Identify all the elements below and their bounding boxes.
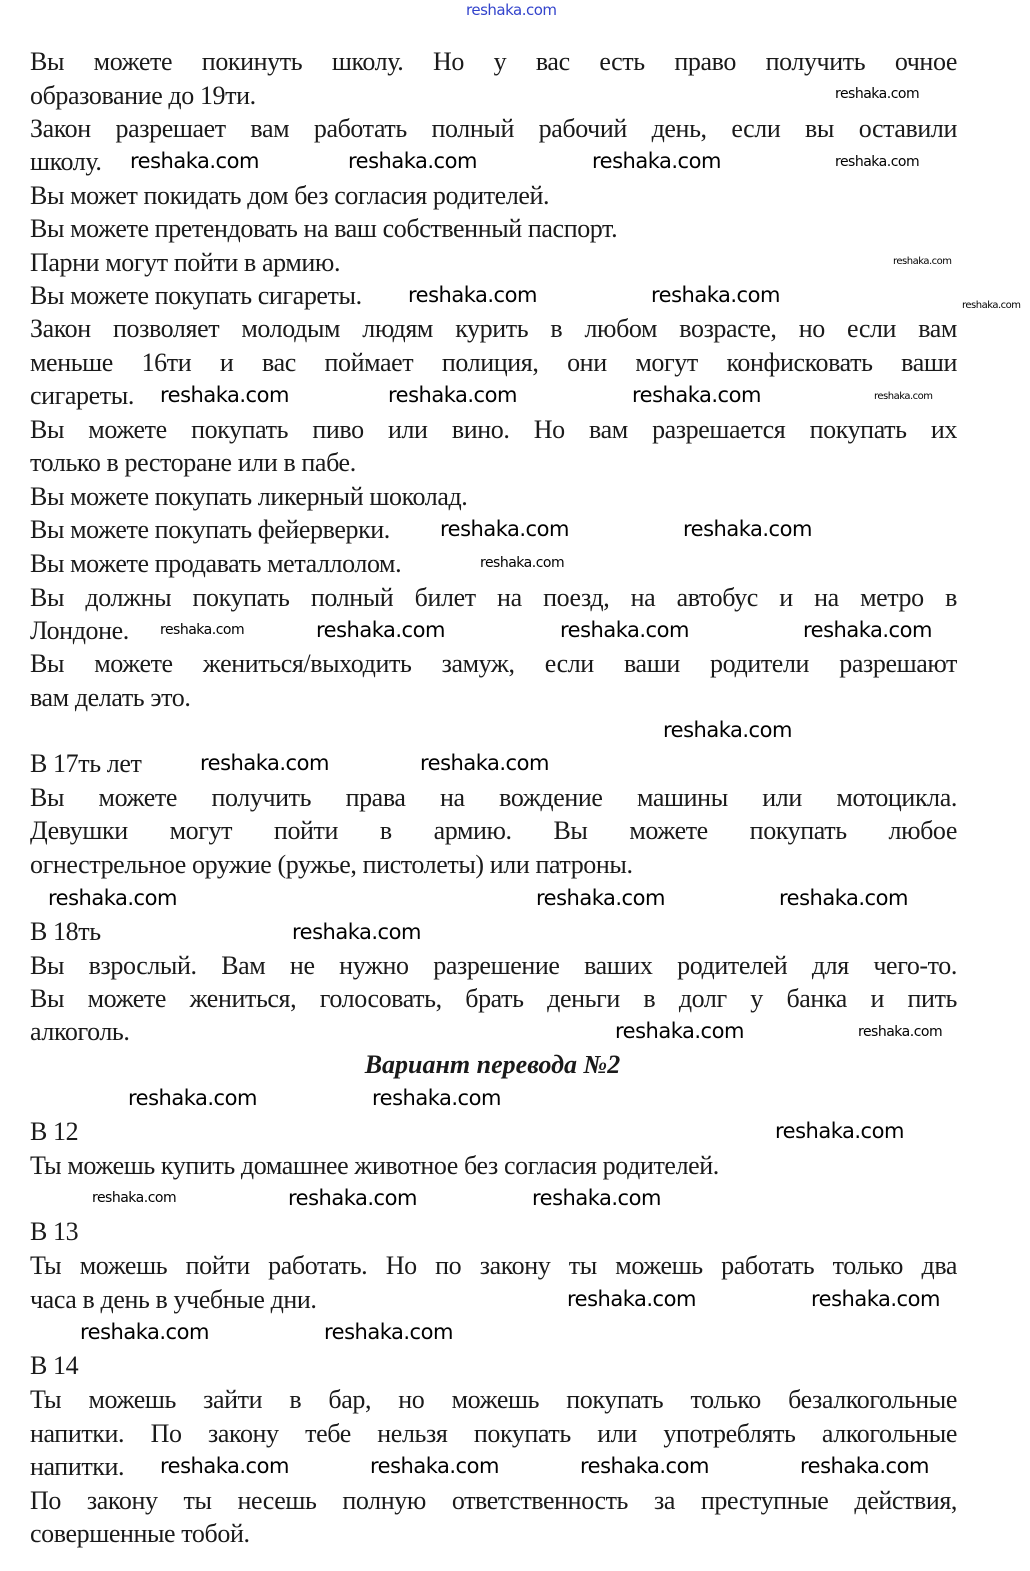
watermark: reshaka.com bbox=[567, 1287, 696, 1311]
watermark: reshaka.com bbox=[48, 886, 177, 910]
text-line: напитки. bbox=[30, 1452, 125, 1481]
text-line: По закону ты несешь полную ответственность за преступные действия, bbox=[30, 1486, 957, 1515]
watermark: reshaka.com bbox=[128, 1086, 257, 1110]
watermark: reshaka.com bbox=[160, 383, 289, 407]
watermark: reshaka.com bbox=[893, 256, 952, 267]
text-line: только в ресторане или в пабе. bbox=[30, 448, 356, 477]
watermark: reshaka.com bbox=[615, 1019, 744, 1043]
text-line: Закон разрешает вам работать полный рабочий день, если вы оставили bbox=[30, 114, 957, 143]
text-line: вам делать это. bbox=[30, 683, 191, 712]
watermark: reshaka.com bbox=[779, 886, 908, 910]
text-line: Вы можете покинуть школу. Но у вас есть право получить очное bbox=[30, 47, 957, 76]
watermark: reshaka.com bbox=[536, 886, 665, 910]
watermark: reshaka.com bbox=[592, 149, 721, 173]
text-line: Ты можешь зайти в бар, но можешь покупать только безалкогольные bbox=[30, 1385, 957, 1414]
watermark: reshaka.com bbox=[580, 1454, 709, 1478]
watermark[interactable]: reshaka.com bbox=[466, 1, 557, 19]
watermark: reshaka.com bbox=[370, 1454, 499, 1478]
text-line: Девушки могут пойти в армию. Вы можете покупать любое bbox=[30, 816, 957, 845]
watermark: reshaka.com bbox=[288, 1186, 417, 1210]
text-line: напитки. По закону тебе нельзя покупать или употреблять алкогольные bbox=[30, 1419, 957, 1448]
watermark: reshaka.com bbox=[292, 920, 421, 944]
text-line: Лондоне. bbox=[30, 616, 129, 645]
watermark: reshaka.com bbox=[420, 751, 549, 775]
section-title: Вариант перевода №2 bbox=[364, 1050, 621, 1079]
watermark: reshaka.com bbox=[874, 391, 933, 402]
text-line: Парни могут пойти в армию. bbox=[30, 248, 341, 277]
watermark: reshaka.com bbox=[80, 1320, 209, 1344]
watermark: reshaka.com bbox=[962, 300, 1021, 311]
watermark: reshaka.com bbox=[663, 718, 792, 742]
section-heading: В 12 bbox=[30, 1117, 79, 1146]
watermark: reshaka.com bbox=[316, 618, 445, 642]
watermark: reshaka.com bbox=[651, 283, 780, 307]
watermark: reshaka.com bbox=[480, 555, 565, 571]
text-line: образование до 19ти. bbox=[30, 81, 256, 110]
section-heading: В 18ть bbox=[30, 917, 101, 946]
watermark: reshaka.com bbox=[160, 1454, 289, 1478]
text-line: меньше 16ти и вас поймает полиция, они могут конфисковать ваши bbox=[30, 348, 957, 377]
watermark: reshaka.com bbox=[800, 1454, 929, 1478]
text-line: Вы можете получить права на вождение машины или мотоцикла. bbox=[30, 783, 957, 812]
text-line: Вы можете покупать пиво или вино. Но вам разрешается покупать их bbox=[30, 415, 957, 444]
text-line: Вы можете продавать металлолом. bbox=[30, 549, 402, 578]
watermark: reshaka.com bbox=[324, 1320, 453, 1344]
watermark: reshaka.com bbox=[348, 149, 477, 173]
text-line: Вы можете покупать ликерный шоколад. bbox=[30, 482, 468, 511]
text-line: огнестрельное оружие (ружье, пистолеты) или патроны. bbox=[30, 850, 633, 879]
text-line: совершенные тобой. bbox=[30, 1519, 250, 1548]
watermark: reshaka.com bbox=[803, 618, 932, 642]
watermark: reshaka.com bbox=[160, 622, 245, 638]
watermark: reshaka.com bbox=[811, 1287, 940, 1311]
watermark: reshaka.com bbox=[200, 751, 329, 775]
text-line: Ты можешь пойти работать. Но по закону ты можешь работать только два bbox=[30, 1251, 957, 1280]
watermark: reshaka.com bbox=[775, 1119, 904, 1143]
watermark: reshaka.com bbox=[130, 149, 259, 173]
watermark: reshaka.com bbox=[858, 1024, 943, 1040]
text-line: Вы должны покупать полный билет на поезд, на автобус и на метро в bbox=[30, 583, 957, 612]
watermark: reshaka.com bbox=[560, 618, 689, 642]
watermark: reshaka.com bbox=[388, 383, 517, 407]
text-line: Вы можете претендовать на ваш собственный паспорт. bbox=[30, 214, 618, 243]
text-line: школу. bbox=[30, 147, 102, 176]
text-line: Ты можешь купить домашнее животное без согласия родителей. bbox=[30, 1151, 719, 1180]
watermark: reshaka.com bbox=[835, 86, 920, 102]
watermark: reshaka.com bbox=[440, 517, 569, 541]
watermark: reshaka.com bbox=[372, 1086, 501, 1110]
watermark: reshaka.com bbox=[532, 1186, 661, 1210]
section-heading: В 14 bbox=[30, 1351, 79, 1380]
watermark: reshaka.com bbox=[408, 283, 537, 307]
watermark: reshaka.com bbox=[632, 383, 761, 407]
section-heading: В 17ть лет bbox=[30, 749, 142, 778]
watermark: reshaka.com bbox=[683, 517, 812, 541]
text-line: Вы взрослый. Вам не нужно разрешение ваших родителей для чего-то. bbox=[30, 951, 957, 980]
text-line: Закон позволяет молодым людям курить в любом возрасте, но если вам bbox=[30, 314, 957, 343]
text-line: Вы можете жениться, голосовать, брать деньги в долг у банка и пить bbox=[30, 984, 957, 1013]
watermark: reshaka.com bbox=[92, 1190, 177, 1206]
watermark: reshaka.com bbox=[835, 154, 920, 170]
text-line: Вы можете покупать фейерверки. bbox=[30, 515, 390, 544]
text-line: Вы может покидать дом без согласия родителей. bbox=[30, 181, 550, 210]
text-line: сигареты. bbox=[30, 381, 134, 410]
text-line: часа в день в учебные дни. bbox=[30, 1285, 317, 1314]
text-line: Вы можете жениться/выходить замуж, если ваши родители разрешают bbox=[30, 649, 957, 678]
section-title-row bbox=[0, 1050, 985, 1080]
text-line: Вы можете покупать сигареты. bbox=[30, 281, 362, 310]
section-heading: В 13 bbox=[30, 1217, 79, 1246]
text-line: алкоголь. bbox=[30, 1017, 130, 1046]
